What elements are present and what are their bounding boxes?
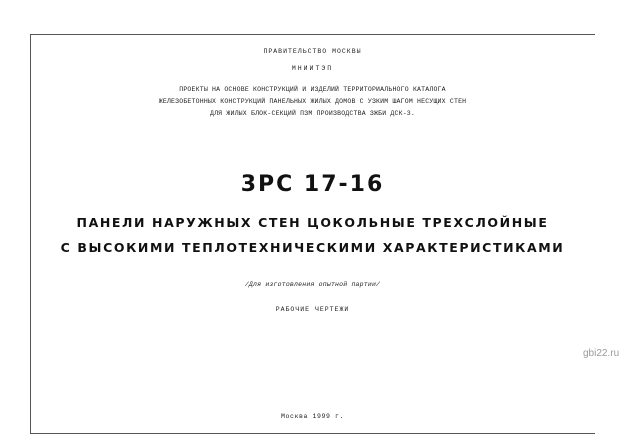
document-title-line-2: С ВЫСОКИМИ ТЕПЛОТЕХНИЧЕСКИМИ ХАРАКТЕРИСТИКАМИ — [60, 240, 565, 255]
projects-description-line-1: ПРОЕКТЫ НА ОСНОВЕ КОНСТРУКЦИЙ И ИЗДЕЛИЙ ТЕРРИТОРИАЛЬНОГО КАТАЛОГА — [179, 86, 446, 93]
institute-heading: МНИИТЭП — [291, 65, 334, 72]
page-frame — [30, 34, 595, 434]
production-note: /Для изготовления опытной партии/ — [244, 281, 381, 288]
projects-description-line-3: ДЛЯ ЖИЛЫХ БЛОК-СЕКЦИЙ ПЗМ ПРОИЗВОДСТВА ЗЖБИ ДСК-3. — [209, 110, 416, 117]
government-heading: ПРАВИТЕЛЬСТВО МОСКВЫ — [263, 48, 362, 55]
document-title-line-1: ПАНЕЛИ НАРУЖНЫХ СТЕН ЦОКОЛЬНЫЕ ТРЕХСЛОЙНЫЕ — [76, 215, 549, 230]
projects-description-line-2: ЖЕЛЕЗОБЕТОННЫХ КОНСТРУКЦИЙ ПАНЕЛЬНЫХ ЖИЛЫХ ДОМОВ С УЗКИМ ШАГОМ НЕСУЩИХ СТЕН — [158, 98, 467, 105]
document-code: 3РС 17-16 — [240, 172, 385, 197]
work-drawings-label: РАБОЧИЕ ЧЕРТЕЖИ — [275, 306, 350, 313]
site-watermark: gbi22.ru — [583, 348, 620, 359]
city-year: Москва 1999 г. — [280, 413, 344, 420]
